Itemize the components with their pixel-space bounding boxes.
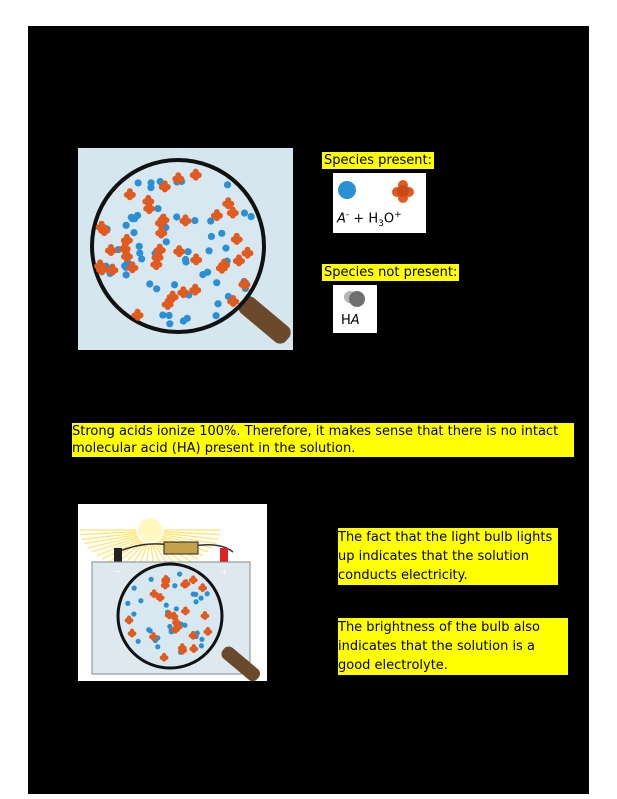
species-not-present-label: Species not present: <box>324 265 458 280</box>
svg-text:−: − <box>114 567 121 576</box>
conductivity-apparatus-image <box>78 504 267 681</box>
brightness-note: The brightness of the bulb also indicates that the solution is a good electrolyte. <box>338 618 568 675</box>
species-present-card <box>333 173 426 233</box>
conductivity-note: The fact that the light bulb lights up indicates that the solution conducts electricity. <box>338 528 558 585</box>
svg-text:+: + <box>221 567 228 576</box>
species-present-icons <box>333 173 426 211</box>
species-present-formula: $A^- + H_3O^+$ <box>337 210 402 229</box>
acid-molecule-icon <box>333 285 377 313</box>
magnified-solution-image <box>78 148 293 350</box>
species-present-label: Species present: <box>324 153 432 168</box>
species-not-present-card <box>333 285 377 333</box>
explanation-text: Strong acids ionize 100%. Therefore, it makes sense that there is no intact molecular acid (HA) present in the solution. <box>72 423 574 457</box>
species-not-present-formula: HA <box>341 313 360 328</box>
